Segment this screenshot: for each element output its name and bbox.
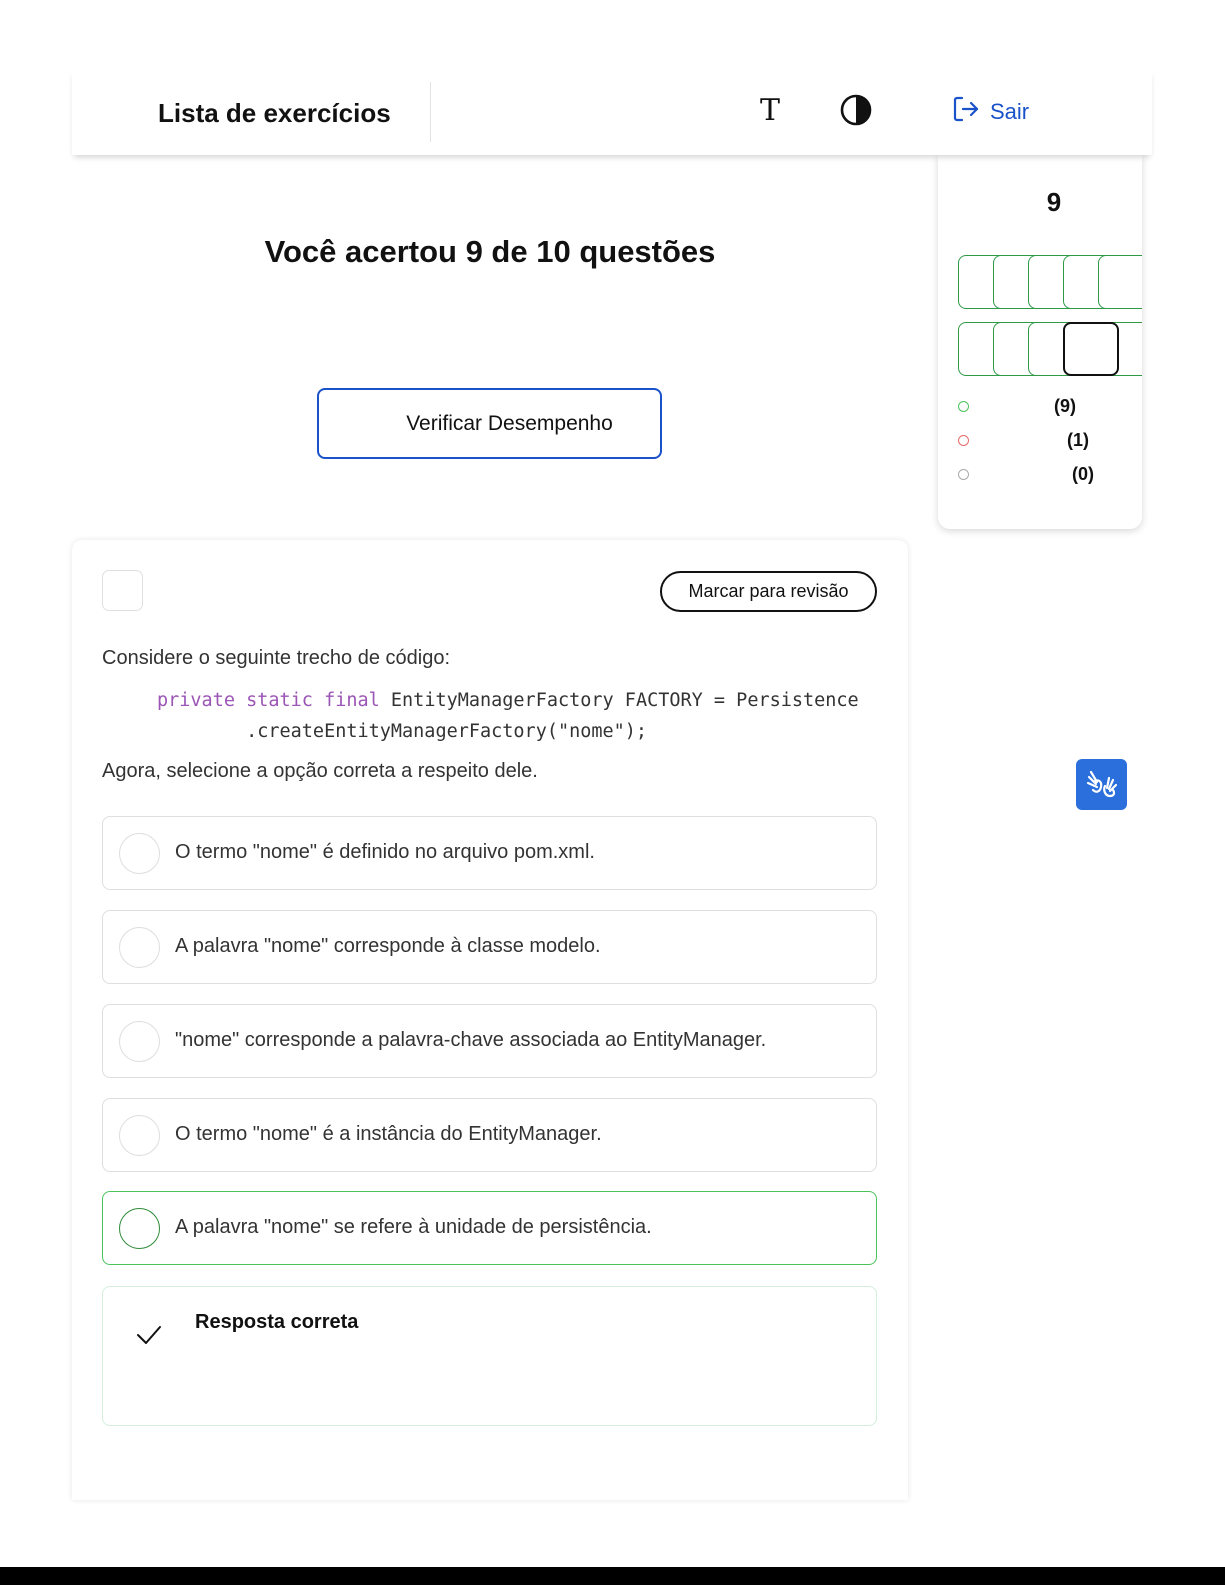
option-label: "nome" corresponde a palavra-chave associada ao EntityManager. bbox=[175, 1029, 767, 1051]
answer-option-5-correct[interactable] bbox=[102, 1191, 877, 1265]
logout-button[interactable] bbox=[952, 94, 1029, 130]
code-snippet bbox=[157, 685, 859, 747]
result-title: Você acertou 9 de 10 questões bbox=[264, 234, 716, 269]
incorrect-count: (1) bbox=[1067, 430, 1089, 450]
unanswered-count: (0) bbox=[1072, 464, 1094, 484]
verify-performance-button[interactable]: Verificar Desempenho bbox=[317, 388, 662, 459]
logout-icon bbox=[952, 95, 980, 129]
checkmark-icon bbox=[135, 1323, 163, 1352]
code-keywords: private static final bbox=[157, 690, 380, 711]
unanswered-dot-icon bbox=[958, 469, 969, 480]
answer-option-1[interactable] bbox=[102, 816, 877, 890]
question-navigator bbox=[938, 155, 1142, 529]
question-intro: Considere o seguinte trecho de código: bbox=[102, 647, 451, 669]
radio-button[interactable] bbox=[119, 1021, 160, 1062]
question-box-5[interactable] bbox=[1098, 255, 1142, 309]
bottom-bar bbox=[0, 1567, 1225, 1585]
option-label: O termo "nome" é a instância do EntityManager. bbox=[175, 1123, 602, 1145]
radio-button[interactable] bbox=[119, 1208, 160, 1249]
question-box-9[interactable] bbox=[1063, 322, 1119, 376]
correct-dot-icon bbox=[958, 401, 969, 412]
page-title: Lista de exercícios bbox=[158, 98, 391, 128]
current-question-number: 9 bbox=[1046, 187, 1062, 217]
legend-unanswered bbox=[958, 464, 1138, 484]
header-divider bbox=[430, 82, 431, 142]
incorrect-dot-icon bbox=[958, 435, 969, 446]
option-label: A palavra "nome" se refere à unidade de persistência. bbox=[175, 1216, 652, 1238]
feedback-title: Resposta correta bbox=[195, 1311, 359, 1333]
option-label: O termo "nome" é definido no arquivo pom.xml. bbox=[175, 841, 595, 863]
top-header bbox=[72, 70, 1152, 155]
radio-button[interactable] bbox=[119, 927, 160, 968]
code-line-1: EntityManagerFactory FACTORY = Persistence bbox=[379, 690, 859, 711]
question-prompt: Agora, selecione a opção correta a respeito dele. bbox=[102, 760, 538, 782]
logout-label: Sair bbox=[990, 99, 1030, 124]
legend-correct bbox=[958, 396, 1138, 416]
legend-incorrect bbox=[958, 430, 1138, 450]
option-label: A palavra "nome" corresponde à classe modelo. bbox=[175, 935, 601, 957]
answer-feedback bbox=[102, 1286, 877, 1426]
question-grid-row-2 bbox=[958, 322, 1133, 376]
answer-option-2[interactable] bbox=[102, 910, 877, 984]
mark-for-review-button[interactable]: Marcar para revisão bbox=[660, 571, 877, 612]
radio-button[interactable] bbox=[119, 833, 160, 874]
answer-option-3[interactable] bbox=[102, 1004, 877, 1078]
radio-button[interactable] bbox=[119, 1115, 160, 1156]
question-grid-row-1 bbox=[958, 255, 1133, 309]
answer-option-4[interactable] bbox=[102, 1098, 877, 1172]
code-line-2: .createEntityManagerFactory("nome"); bbox=[157, 721, 648, 742]
text-size-icon[interactable]: T bbox=[759, 92, 780, 128]
correct-count: (9) bbox=[1054, 396, 1076, 416]
question-checkbox[interactable] bbox=[102, 570, 143, 611]
contrast-icon[interactable] bbox=[838, 92, 874, 128]
question-card bbox=[72, 540, 908, 1500]
sign-language-icon[interactable] bbox=[1076, 759, 1127, 810]
